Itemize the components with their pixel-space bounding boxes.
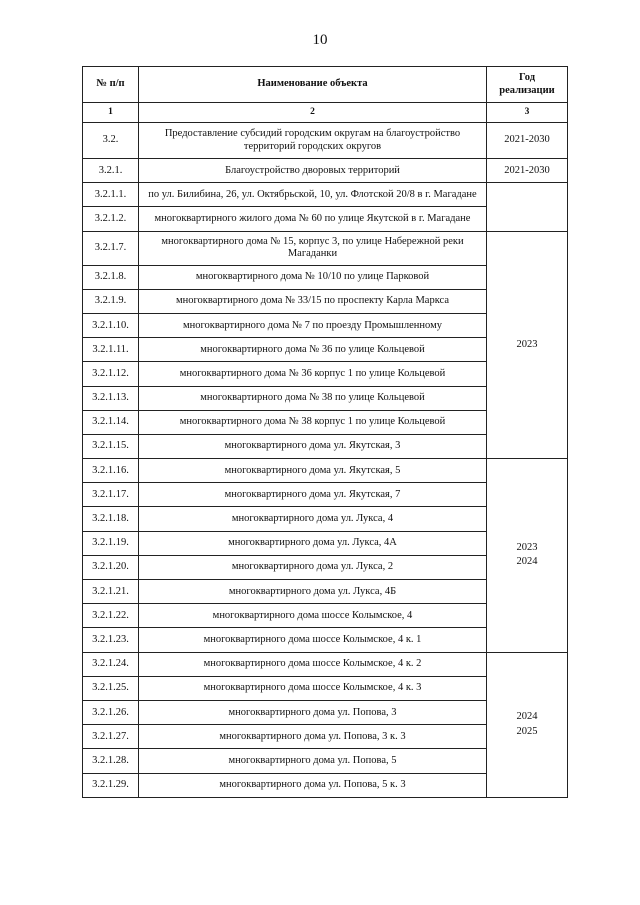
row-name: многоквартирного дома шоссе Колымское, 4 к. 3 bbox=[139, 676, 487, 700]
row-num: 3.2.1.12. bbox=[83, 362, 139, 386]
year-line: 2025 bbox=[516, 725, 538, 737]
row-num: 3.2.1.23. bbox=[83, 628, 139, 652]
row-name: по ул. Билибина, 26, ул. Октябрьской, 10, ул. Флотской 20/8 в г. Магадане bbox=[139, 183, 487, 207]
row-name: многоквартирного дома шоссе Колымское, 4 к. 2 bbox=[139, 652, 487, 676]
table-row bbox=[83, 459, 568, 483]
row-name: многоквартирного дома № 10/10 по улице Парковой bbox=[139, 265, 487, 289]
table-row bbox=[83, 183, 568, 207]
row-name: многоквартирного дома ул. Лукса, 4Б bbox=[139, 580, 487, 604]
row-num: 3.2.1.18. bbox=[83, 507, 139, 531]
row-name: многоквартирного дома шоссе Колымское, 4 bbox=[139, 604, 487, 628]
row-name: многоквартирного дома шоссе Колымское, 4 к. 1 bbox=[139, 628, 487, 652]
row-name: многоквартирного дома № 15, корпус 3, по улице Набережной реки Магаданки bbox=[139, 231, 487, 265]
row-name: многоквартирного дома ул. Попова, 5 bbox=[139, 749, 487, 773]
row-name: многоквартирного дома № 36 корпус 1 по улице Кольцевой bbox=[139, 362, 487, 386]
row-num: 3.2.1.11. bbox=[83, 338, 139, 362]
row-num: 3.2.1.27. bbox=[83, 725, 139, 749]
row-name: Предоставление субсидий городским округам на благоустройство территорий городских округов bbox=[139, 123, 487, 159]
row-num: 3.2.1.7. bbox=[83, 231, 139, 265]
row-name: многоквартирного дома ул. Якутская, 3 bbox=[139, 434, 487, 458]
row-num: 3.2.1.19. bbox=[83, 531, 139, 555]
header-year-line2: реализации bbox=[499, 84, 555, 96]
row-num: 3.2.1.22. bbox=[83, 604, 139, 628]
objects-table bbox=[82, 66, 568, 798]
row-name: многоквартирного дома № 33/15 по проспекту Карла Маркса bbox=[139, 289, 487, 313]
row-name: многоквартирного дома № 38 по улице Кольцевой bbox=[139, 386, 487, 410]
row-num: 3.2.1.28. bbox=[83, 749, 139, 773]
table-row bbox=[83, 159, 568, 183]
row-name: Благоустройство дворовых территорий bbox=[139, 159, 487, 183]
row-num: 3.2.1.25. bbox=[83, 676, 139, 700]
year-group-2023 bbox=[487, 231, 568, 459]
header-year-line1: Год bbox=[518, 72, 536, 84]
row-num: 3.2.1.14. bbox=[83, 410, 139, 434]
row-name: многоквартирного жилого дома № 60 по улице Якутской в г. Магадане bbox=[139, 207, 487, 231]
column-number: 1 bbox=[83, 103, 139, 123]
row-num: 3.2.1.17. bbox=[83, 483, 139, 507]
row-name: многоквартирного дома ул. Якутская, 7 bbox=[139, 483, 487, 507]
table-row bbox=[83, 231, 568, 265]
column-number: 3 bbox=[487, 103, 568, 123]
row-num: 3.2.1.21. bbox=[83, 580, 139, 604]
row-num: 3.2.1.8. bbox=[83, 265, 139, 289]
year-line: 2023 bbox=[516, 338, 538, 350]
row-num: 3.2.1.1. bbox=[83, 183, 139, 207]
header-name: Наименование объекта bbox=[139, 67, 487, 103]
year-line: 2024 bbox=[516, 711, 538, 723]
row-num: 3.2.1.24. bbox=[83, 652, 139, 676]
row-name: многоквартирного дома ул. Попова, 3 к. 3 bbox=[139, 725, 487, 749]
table-row bbox=[83, 652, 568, 676]
row-num: 3.2.1.10. bbox=[83, 313, 139, 337]
row-name: многоквартирного дома ул. Лукса, 4 bbox=[139, 507, 487, 531]
row-num: 3.2.1.29. bbox=[83, 773, 139, 797]
year-line: 2023 bbox=[516, 542, 538, 554]
row-num: 3.2.1.2. bbox=[83, 207, 139, 231]
row-num: 3.2.1.20. bbox=[83, 555, 139, 579]
row-num: 3.2.1.26. bbox=[83, 700, 139, 724]
table-row bbox=[83, 123, 568, 159]
header-year bbox=[487, 67, 568, 103]
year-group-2024-2025 bbox=[487, 652, 568, 797]
year-group-2023-2024 bbox=[487, 459, 568, 653]
row-name: многоквартирного дома № 36 по улице Кольцевой bbox=[139, 338, 487, 362]
row-num: 3.2. bbox=[83, 123, 139, 159]
year-line: 2024 bbox=[516, 556, 538, 568]
row-name: многоквартирного дома ул. Попова, 3 bbox=[139, 700, 487, 724]
header-num: № п/п bbox=[83, 67, 139, 103]
row-year-empty bbox=[487, 183, 568, 231]
row-num: 3.2.1.15. bbox=[83, 434, 139, 458]
page-number: 10 bbox=[312, 32, 328, 48]
column-number: 2 bbox=[139, 103, 487, 123]
row-year: 2021-2030 bbox=[487, 123, 568, 159]
row-year: 2021-2030 bbox=[487, 159, 568, 183]
column-number-row bbox=[83, 103, 568, 123]
table-header-row bbox=[83, 67, 568, 103]
row-num: 3.2.1.9. bbox=[83, 289, 139, 313]
row-name: многоквартирного дома ул. Попова, 5 к. 3 bbox=[139, 773, 487, 797]
row-num: 3.2.1. bbox=[83, 159, 139, 183]
row-num: 3.2.1.13. bbox=[83, 386, 139, 410]
row-name: многоквартирного дома ул. Лукса, 4А bbox=[139, 531, 487, 555]
row-name: многоквартирного дома № 38 корпус 1 по улице Кольцевой bbox=[139, 410, 487, 434]
row-name: многоквартирного дома ул. Якутская, 5 bbox=[139, 459, 487, 483]
row-name: многоквартирного дома № 7 по проезду Промышленному bbox=[139, 313, 487, 337]
row-name: многоквартирного дома ул. Лукса, 2 bbox=[139, 555, 487, 579]
row-num: 3.2.1.16. bbox=[83, 459, 139, 483]
